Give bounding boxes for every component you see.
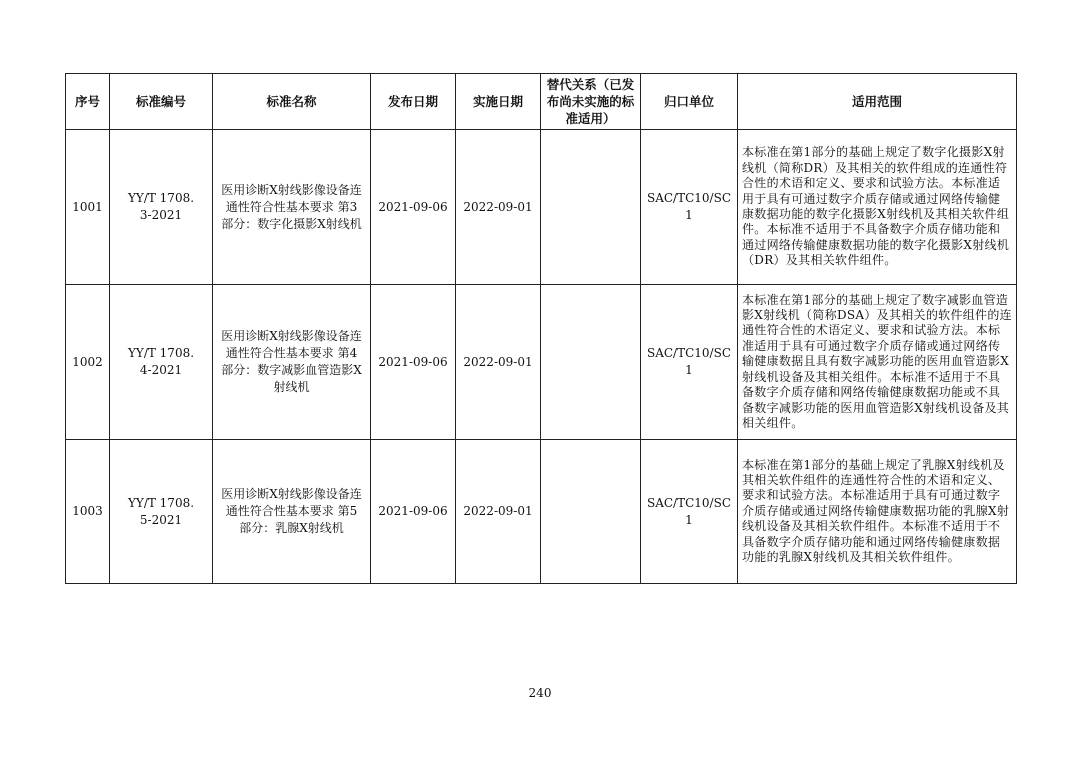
cell-unit [641, 285, 738, 440]
header-publish-date: 发布日期 [371, 74, 456, 130]
table-header-row [66, 74, 1017, 130]
cell-replaces [541, 130, 641, 285]
cell-publish-date: 2021-09-06 [371, 285, 456, 440]
table-row [66, 440, 1017, 584]
cell-seq: 1002 [66, 285, 110, 440]
cell-scope: 本标准在第1部分的基础上规定了数字减影血管造影X射线机（简称DSA）及其相关的软件组件的连通性符合性的术语定义、要求和试验方法。本标准适用于具有可通过数字介质存储或通过网络传输健康数据且具有数字减影功能的医用血管造影X射线机设备及其相关组件。本标准不适用于不具备数字介质存储和网络传输健康数据功能或不具备数字减影功能的医用血管造影X射线机设备及其相关组件。 [738, 285, 1017, 440]
standards-table [65, 73, 1017, 584]
header-replaces: 替代关系（已发布尚未实施的标准适用） [541, 74, 641, 130]
unit-text: SAC/TC10/SC 1 [646, 346, 731, 377]
cell-name: 医用诊断X射线影像设备连通性符合性基本要求 第5部分：乳腺X射线机 [213, 440, 371, 584]
cell-replaces [541, 285, 641, 440]
cell-scope: 本标准在第1部分的基础上规定了数字化摄影X射线机（简称DR）及其相关的软件组成的连通性符合性的术语和定义、要求和试验方法。本标准适用于具有可通过数字介质存储或通过网络传输健康数据功能的数字化摄影X射线机及其相关软件组件。本标准不适用于不具备数字介质存储功能和通过网络传输健康数据功能的数字化摄影X射线机（DR）及其相关软件组件。 [738, 130, 1017, 285]
cell-name: 医用诊断X射线影像设备连通性符合性基本要求 第3部分：数字化摄影X射线机 [213, 130, 371, 285]
page-number: 240 [528, 686, 552, 700]
unit-text: SAC/TC10/SC 1 [646, 191, 731, 222]
cell-publish-date: 2021-09-06 [371, 130, 456, 285]
cell-seq: 1001 [66, 130, 110, 285]
cell-name: 医用诊断X射线影像设备连通性符合性基本要求 第4部分：数字减影血管造影X射线机 [213, 285, 371, 440]
cell-unit [641, 440, 738, 584]
cell-effective-date: 2022-09-01 [456, 440, 541, 584]
cell-replaces [541, 440, 641, 584]
header-seq: 序号 [66, 74, 110, 130]
header-code: 标准编号 [110, 74, 213, 130]
cell-effective-date: 2022-09-01 [456, 130, 541, 285]
cell-code [110, 130, 213, 285]
table-row [66, 130, 1017, 285]
unit-text: SAC/TC10/SC 1 [646, 495, 731, 527]
cell-publish-date: 2021-09-06 [371, 440, 456, 584]
cell-unit [641, 130, 738, 285]
code-text: YY/T 1708. 3-2021 [127, 191, 195, 222]
cell-seq: 1003 [66, 440, 110, 584]
cell-effective-date: 2022-09-01 [456, 285, 541, 440]
header-name: 标准名称 [213, 74, 371, 130]
table-row [66, 285, 1017, 440]
header-effective-date: 实施日期 [456, 74, 541, 130]
cell-scope: 本标准在第1部分的基础上规定了乳腺X射线机及其相关软件组件的连通性符合性的术语和定义、要求和试验方法。本标准适用于具有可通过数字介质存储或通过网络传输健康数据功能的乳腺X射线机设备及其相关软件组件。本标准不适用于不具备数字介质存储功能和通过网络传输健康数据功能的乳腺X射线机及其相关软件组件。 [738, 440, 1017, 584]
header-unit: 归口单位 [641, 74, 738, 130]
code-text: YY/T 1708. 5-2021 [127, 495, 195, 527]
cell-code [110, 440, 213, 584]
header-scope: 适用范围 [738, 74, 1017, 130]
code-text: YY/T 1708. 4-2021 [127, 346, 195, 377]
cell-code [110, 285, 213, 440]
